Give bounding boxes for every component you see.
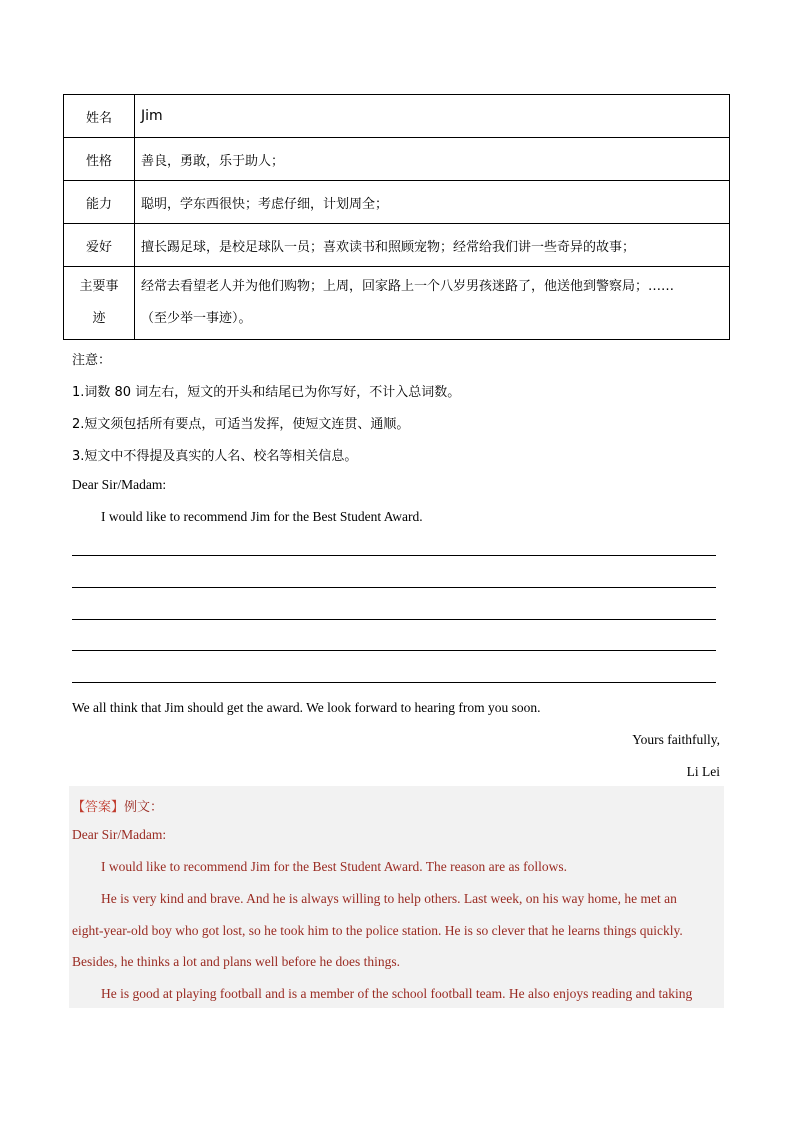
row-label: 性格 (64, 138, 135, 181)
table-row (64, 138, 730, 181)
row-value-line: （至少举一事迹）。 (141, 311, 252, 326)
notes-heading: 注意： (72, 353, 112, 368)
letter-opening: I would like to recommend Jim for the Best Student Award. (101, 509, 423, 524)
row-value: 善良，勇敢，乐于助人； (135, 138, 730, 181)
row-value (135, 267, 730, 340)
answer-heading (72, 796, 163, 815)
row-label-line: 迹 (92, 311, 106, 326)
answer-label-suffix: 例文： (124, 800, 164, 815)
answer-paragraph-line: eight-year-old boy who got lost, so he took him to the police station. He is so clever that he learns things quickly. (72, 923, 683, 938)
row-value: Jim (135, 95, 730, 138)
note-item: 3.短文中不得提及真实的人名、校名等相关信息。 (72, 449, 358, 464)
row-label-line: 主要事 (79, 279, 119, 294)
writing-line (72, 650, 716, 651)
row-value: 聪明，学东西很快；考虑仔细，计划周全； (135, 181, 730, 224)
answer-greeting: Dear Sir/Madam: (72, 827, 167, 842)
answer-label: 【答案】 (72, 800, 125, 815)
answer-paragraph-line: He is very kind and brave. And he is always willing to help others. Last week, on his way home, he met an (101, 891, 677, 906)
writing-line (72, 587, 716, 588)
note-item: 1.词数 80 词左右，短文的开头和结尾已为你写好，不计入总词数。 (72, 385, 461, 400)
table-row (64, 95, 730, 138)
row-label: 爱好 (64, 224, 135, 267)
letter-greeting: Dear Sir/Madam: (72, 477, 167, 492)
row-label: 姓名 (64, 95, 135, 138)
row-label: 能力 (64, 181, 135, 224)
answer-paragraph-line: Besides, he thinks a lot and plans well before he does things. (72, 954, 401, 969)
letter-signoff: Yours faithfully, (632, 732, 720, 747)
row-value: 擅长踢足球，是校足球队一员；喜欢读书和照顾宠物；经常给我们讲一些奇异的故事； (135, 224, 730, 267)
table-row (64, 267, 730, 340)
answer-paragraph-line: He is good at playing football and is a member of the school football team. He also enjoys reading and taking (101, 986, 693, 1001)
info-table (63, 94, 730, 340)
table-row (64, 181, 730, 224)
writing-line (72, 619, 716, 620)
letter-closing: We all think that Jim should get the award. We look forward to hearing from you soon. (72, 700, 541, 715)
writing-line (72, 682, 716, 683)
letter-signature: Li Lei (686, 764, 720, 779)
note-item: 2.短文须包括所有要点，可适当发挥，使短文连贯、通顺。 (72, 417, 410, 432)
row-label (64, 267, 135, 340)
table-row (64, 224, 730, 267)
answer-paragraph-line: I would like to recommend Jim for the Best Student Award. The reason are as follows. (101, 859, 568, 874)
row-value-line: 经常去看望老人并为他们购物；上周，回家路上一个八岁男孩迷路了，他送他到警察局；…… (141, 279, 675, 294)
writing-line (72, 555, 716, 556)
